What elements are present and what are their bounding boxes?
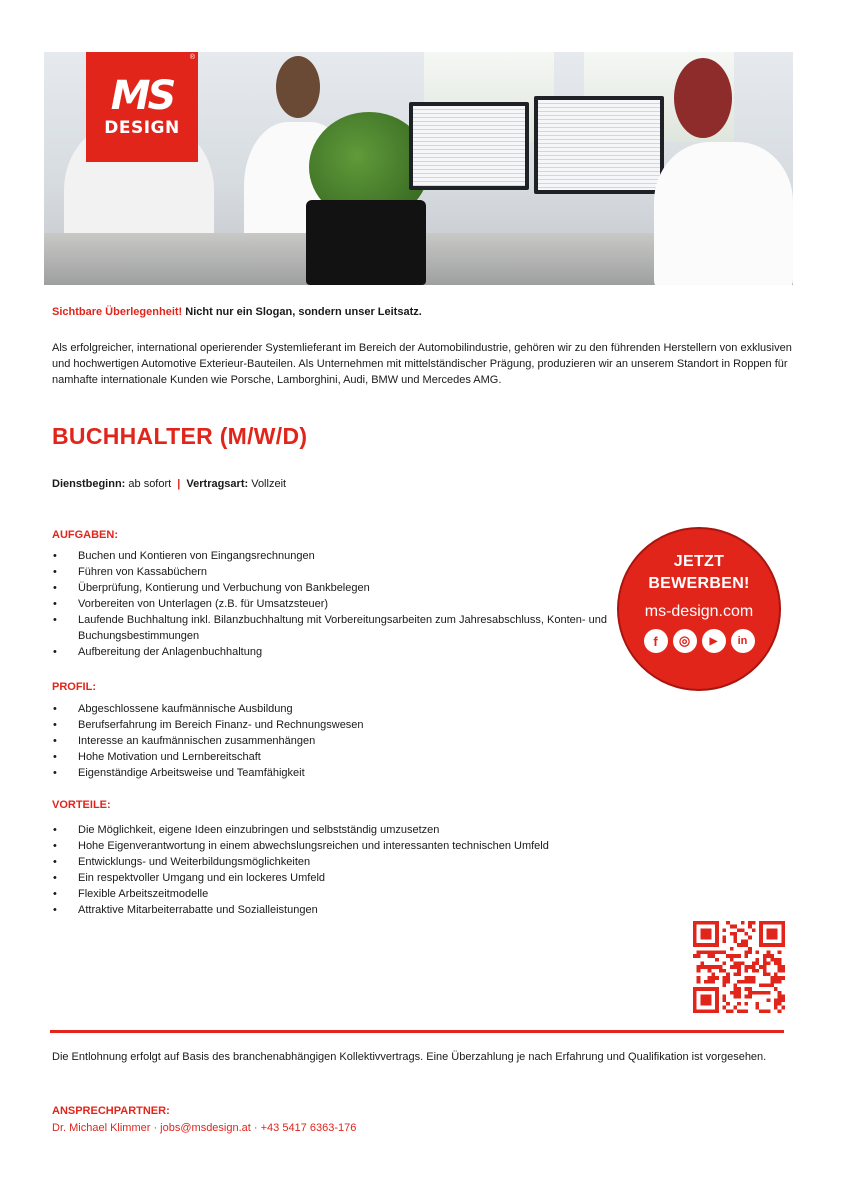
job-title: BUCHHALTER (M/W/D) <box>52 423 308 449</box>
badge-line-2: BEWERBEN! <box>648 575 750 592</box>
list-item: • Attraktive Mitarbeiterrabatte und Sozialleistungen <box>52 902 632 918</box>
qr-code-icon[interactable] <box>693 921 785 1013</box>
profile-heading: PROFIL: <box>52 681 96 693</box>
list-item: • Aufbereitung der Anlagenbuchhaltung <box>52 644 632 660</box>
list-item: • Flexible Arbeitszeitmodelle <box>52 886 632 902</box>
tasks-heading: AUFGABEN: <box>52 529 118 541</box>
contact-line[interactable]: Dr. Michael Klimmer · jobs@msdesign.at · +43 5417 6363-176 <box>52 1122 357 1134</box>
list-item: • Eigenständige Arbeitsweise und Teamfähigkeit <box>52 765 632 781</box>
contract-label: Vertragsart: <box>183 478 249 490</box>
contact-heading: ANSPRECHPARTNER: <box>52 1105 170 1117</box>
colleague-head <box>276 56 320 118</box>
list-item: • Buchen und Kontieren von Eingangsrechnungen <box>52 548 632 564</box>
badge-line-1: JETZT <box>673 553 725 570</box>
website-link[interactable]: ms-design.com <box>644 603 754 620</box>
linkedin-icon[interactable]: in <box>731 629 755 653</box>
badge-title <box>619 551 779 595</box>
benefits-list <box>52 822 632 918</box>
profile-list <box>52 701 632 781</box>
list-item: • Abgeschlossene kaufmännische Ausbildung <box>52 701 632 717</box>
start-label: Dienstbeginn: <box>52 478 126 490</box>
ms-design-logo <box>86 52 198 162</box>
employee-figure <box>654 142 793 285</box>
tasks-list <box>52 548 632 660</box>
list-item: • Führen von Kassabüchern <box>52 564 632 580</box>
list-item: • Berufserfahrung im Bereich Finanz- und Rechnungswesen <box>52 717 632 733</box>
list-item: • Ein respektvoller Umgang und ein lockeres Umfeld <box>52 870 632 886</box>
monitor <box>534 96 664 194</box>
slogan-highlight: Sichtbare Überlegenheit! <box>52 306 183 318</box>
list-item: • Hohe Eigenverantwortung in einem abwechslungsreichen und interessanten technischen Umfeld <box>52 838 632 854</box>
instagram-icon[interactable]: ◎ <box>673 629 697 653</box>
job-meta <box>52 478 286 490</box>
start-value: ab sofort <box>125 478 175 490</box>
logo-mark: MS <box>110 73 174 119</box>
facebook-icon[interactable]: f <box>644 629 668 653</box>
employee-head <box>674 58 732 138</box>
contract-value: Vollzeit <box>248 478 287 490</box>
slogan <box>52 306 422 318</box>
apply-now-badge[interactable] <box>617 527 781 691</box>
handbag <box>306 200 426 285</box>
list-item: • Laufende Buchhaltung inkl. Bilanzbuchhaltung mit Vorbereitungsarbeiten zum Jahresabschluss, Konten- und Buchungsbestimmungen <box>52 612 632 644</box>
monitor <box>409 102 529 190</box>
list-item: • Hohe Motivation und Lernbereitschaft <box>52 749 632 765</box>
meta-separator: | <box>177 478 181 490</box>
list-item: • Entwicklungs- und Weiterbildungsmöglichkeiten <box>52 854 632 870</box>
social-icons <box>619 629 779 653</box>
salary-note: Die Entlohnung erfolgt auf Basis des branchenabhängigen Kollektivvertrags. Eine Überzahlung je nach Erfahrung und Qualifikation ist vorgesehen. <box>52 1051 767 1063</box>
benefits-heading: VORTEILE: <box>52 799 111 811</box>
list-item: • Überprüfung, Kontierung und Verbuchung von Bankbelegen <box>52 580 632 596</box>
list-item: • Die Möglichkeit, eigene Ideen einzubringen und selbstständig umzusetzen <box>52 822 632 838</box>
registered-mark: ® <box>189 54 195 61</box>
list-item: • Vorbereiten von Unterlagen (z.B. für Umsatzsteuer) <box>52 596 632 612</box>
divider <box>50 1030 784 1033</box>
youtube-icon[interactable]: ▶ <box>702 629 726 653</box>
slogan-rest: Nicht nur ein Slogan, sondern unser Leitsatz. <box>182 306 422 318</box>
company-intro: Als erfolgreicher, international operierender Systemlieferant im Bereich der Automobilindustrie, gehören wir zu den führenden Herstellern von exklusiven und hochwertigen Automotive Exterieur-Bauteilen. Als Unternehmen mit mittelständischer Prägung, produzieren wir an unserem Standort in Roppen für namhafte internationale Kunden wie Porsche, Lamborghini, Audi, BMW und Mercedes AMG. <box>52 342 792 386</box>
list-item: • Interesse an kaufmännischen zusammenhängen <box>52 733 632 749</box>
logo-text: DESIGN <box>104 118 180 138</box>
